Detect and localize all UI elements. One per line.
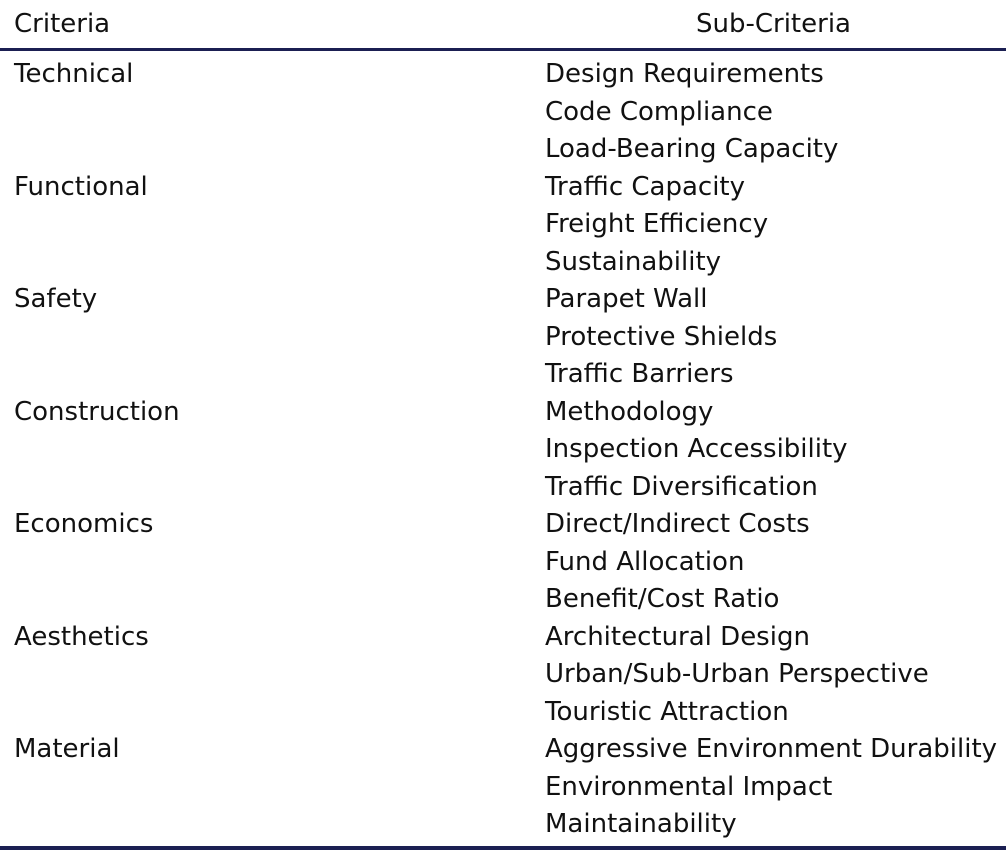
sub-criteria-list	[545, 506, 810, 619]
sub-criterion: Direct/Indirect Costs	[545, 509, 810, 539]
criteria-column-header: Criteria	[14, 9, 111, 39]
criterion-label: Material	[14, 734, 120, 764]
sub-criterion: Benefit/Cost Ratio	[545, 584, 780, 614]
table-header	[0, 0, 1006, 49]
sub-criterion: Design Requirements	[545, 59, 824, 89]
criterion-label: Economics	[14, 509, 154, 539]
sub-criterion: Fund Allocation	[545, 546, 745, 577]
bottom-rule	[0, 846, 1006, 850]
sub-criterion: Sustainability	[545, 246, 722, 277]
sub-criterion: Parapet Wall	[545, 284, 708, 314]
criterion-label: Construction	[14, 396, 180, 427]
sub-criterion: Inspection Accessibility	[545, 434, 848, 464]
sub-criterion: Urban/Sub-Urban Perspective	[545, 659, 929, 689]
table-row	[0, 619, 1006, 732]
criterion-label: Safety	[14, 284, 98, 314]
table-row	[0, 169, 1006, 282]
sub-criterion: Architectural Design	[545, 621, 810, 652]
table-row	[0, 56, 1006, 169]
header-rule	[0, 48, 1006, 51]
sub-criterion: Environmental Impact	[545, 771, 833, 802]
sub-criterion: Load-Bearing Capacity	[545, 134, 839, 164]
table-row	[0, 506, 1006, 619]
sub-criteria-list	[545, 169, 768, 282]
sub-criterion: Traffic Capacity	[545, 171, 746, 202]
sub-criteria-list	[545, 56, 838, 169]
sub-criterion: Touristic Attraction	[545, 696, 789, 727]
criterion-label: Functional	[14, 171, 148, 202]
sub-criterion: Aggressive Environment Durability	[545, 734, 998, 764]
criterion-label: Aesthetics	[14, 621, 149, 652]
sub-criteria-list	[545, 619, 929, 732]
sub-criterion: Traffic Diversification	[545, 471, 818, 502]
sub-criterion: Traffic Barriers	[545, 359, 734, 389]
sub-criterion: Code Compliance	[545, 96, 773, 127]
sub-criteria-list	[545, 281, 777, 394]
sub-criterion: Maintainability	[545, 809, 737, 839]
criterion-label: Technical	[14, 59, 134, 89]
table-row	[0, 394, 1006, 507]
sub-criterion: Protective Shields	[545, 321, 778, 352]
sub-criteria-list	[545, 394, 848, 507]
sub-criterion: Methodology	[545, 396, 714, 427]
table-row	[0, 281, 1006, 394]
table-body	[0, 56, 1006, 844]
table-row	[0, 731, 1006, 844]
sub-criterion: Freight Efficiency	[545, 209, 769, 239]
sub-criteria-list	[545, 731, 997, 844]
sub-criteria-column-header: Sub-Criteria	[696, 9, 851, 39]
